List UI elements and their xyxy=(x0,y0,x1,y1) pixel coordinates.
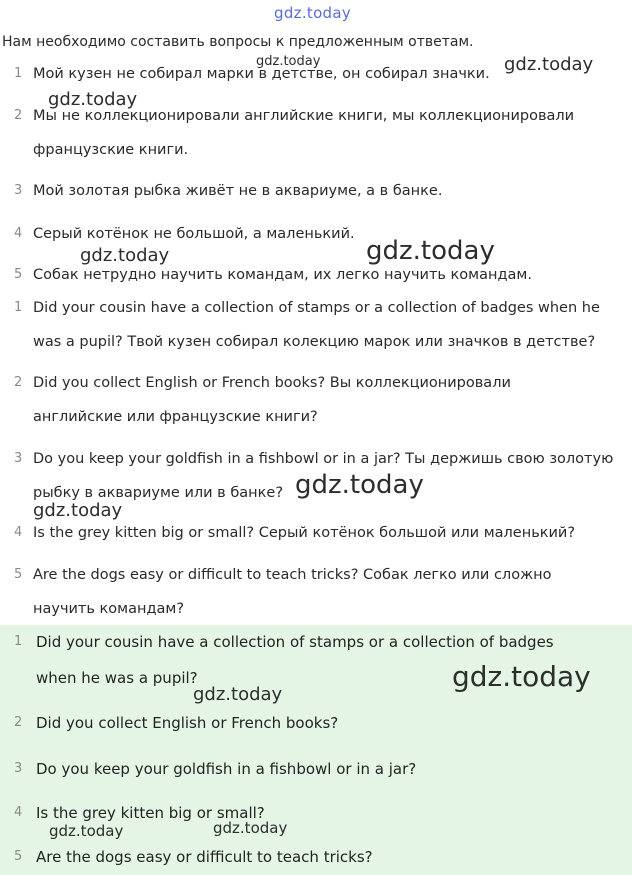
translation-text: Did your cousin have a collection of stamps or a collection of badges when he xyxy=(33,300,600,316)
answer-text: Are the dogs easy or difficult to teach tricks? xyxy=(36,848,373,866)
site-logo[interactable]: gdz.today xyxy=(274,4,352,22)
watermark: gdz.today xyxy=(256,54,321,69)
answer-text: Is the grey kitten big or small? xyxy=(36,804,265,822)
translation-number: 2 xyxy=(14,375,23,390)
watermark: gdz.today xyxy=(366,236,495,266)
statement-text: Мой золотая рыбка живёт не в аквариуме, а в банке. xyxy=(33,183,443,199)
answer-number: 5 xyxy=(14,849,23,864)
translation-number: 1 xyxy=(14,300,23,315)
translation-number: 5 xyxy=(14,567,23,582)
translation-text: Did you collect English or French books? Вы коллекционировали xyxy=(33,375,511,391)
translation-number: 3 xyxy=(14,451,23,466)
translation-number: 4 xyxy=(14,525,23,540)
translation-text: научить командам? xyxy=(33,601,185,617)
translation-text: английские или французские книги? xyxy=(33,409,318,425)
answer-number: 3 xyxy=(14,761,23,776)
statement-number: 4 xyxy=(14,226,23,241)
statement-text: французские книги. xyxy=(33,142,189,158)
translation-text: Are the dogs easy or difficult to teach tricks? Собак легко или сложно xyxy=(33,567,552,583)
answer-number: 1 xyxy=(14,634,23,649)
watermark: gdz.today xyxy=(80,245,170,266)
watermark: gdz.today xyxy=(48,89,138,110)
watermark: gdz.today xyxy=(452,660,591,693)
watermark: gdz.today xyxy=(295,470,424,500)
answer-text: Do you keep your goldfish in a fishbowl or in a jar? xyxy=(36,760,417,778)
watermark: gdz.today xyxy=(49,822,124,840)
answer-text: Did your cousin have a collection of stamps or a collection of badges xyxy=(36,633,554,651)
statement-number: 5 xyxy=(14,267,23,282)
statement-number: 1 xyxy=(14,66,23,81)
statement-text: Собак нетрудно научить командам, их легко научить командам. xyxy=(33,267,532,283)
translation-text: was a pupil? Твой кузен собирал колекцию марок или значков в детстве? xyxy=(33,334,596,350)
answer-number: 2 xyxy=(14,715,23,730)
watermark: gdz.today xyxy=(33,500,123,521)
statement-text: Мой кузен не собирал марки в детстве, он собирал значки. xyxy=(33,66,490,82)
watermark: gdz.today xyxy=(193,684,283,705)
answer-text: Did you collect English or French books? xyxy=(36,714,339,732)
task-intro: Нам необходимо составить вопросы к предложенным ответам. xyxy=(2,34,474,50)
translation-text: Do you keep your goldfish in a fishbowl or in a jar? Ты держишь свою золотую xyxy=(33,451,614,467)
translation-text: рыбку в аквариуме или в банке? xyxy=(33,485,284,501)
watermark: gdz.today xyxy=(213,819,288,837)
answer-text: when he was a pupil? xyxy=(36,669,198,687)
statement-number: 2 xyxy=(14,108,23,123)
watermark: gdz.today xyxy=(504,54,594,75)
statement-number: 3 xyxy=(14,183,23,198)
answers-section xyxy=(0,625,632,875)
statement-text: Мы не коллекционировали английские книги, мы коллекционировали xyxy=(33,108,575,124)
translation-text: Is the grey kitten big or small? Серый котёнок большой или маленький? xyxy=(33,525,576,541)
statement-text: Серый котёнок не большой, а маленький. xyxy=(33,226,355,242)
answer-number: 4 xyxy=(14,805,23,820)
